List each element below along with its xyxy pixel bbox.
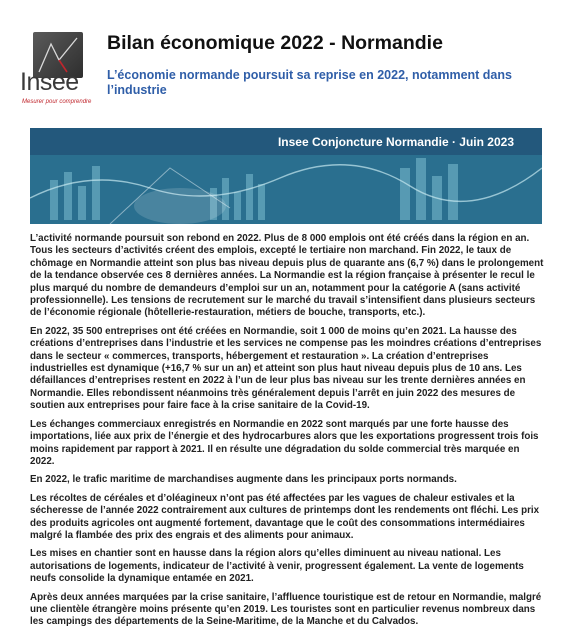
banner-label: Insee Conjoncture Normandie · Juin 2023 xyxy=(277,135,514,149)
insee-logo xyxy=(18,26,98,106)
banner-image xyxy=(30,128,542,224)
insee-logo-text: Insee xyxy=(20,68,79,96)
paragraph: Après deux années marquées par la crise sanitaire, l’affluence touristique est de retour en Normandie, malgré une clientèle étrangère moins présente qu’en 2019. Les touristes sont en particulier revenus nombreux dans les campings des départements de la Seine-Maritime, de la Manche et du Calvados. xyxy=(30,591,542,628)
paragraph: Les échanges commerciaux enregistrés en Normandie en 2022 sont marqués par une forte hausse des importations, liée aux prix de l’énergie et des hydrocarbures alors que les exportations progressent trois fois moins rapidement par rapport à 2021. Il en résulte une dégradation du solde commercial très marquée en 2022. xyxy=(30,418,539,467)
paragraph: Les récoltes de céréales et d’oléagineux n’ont pas été affectées par les vagues de chaleur estivales et la sécheresse de l’année 2022 contrairement aux cultures de printemps dont les rendements ont fléchi. Les prix des produits agricoles ont augmenté fortement, davantage que le coût des consommations intermédiaires malgré la flambée des prix des engrais et des aliments pour animaux. xyxy=(30,492,540,541)
paragraph: L’activité normande poursuit son rebond en 2022. Plus de 8 000 emplois ont été créés dans la région en an. Tous les secteurs d’activités créent des emplois, excepté le tertiaire non marchand. Fin 2022, le taux de chômage en Normandie atteint son plus bas niveau depuis plus de quarante ans (6,7 %) dans le prolongement de la tendance observée ces 8 dernières années. La Normandie est la région française à présenter le recul le plus marqué du nombre de demandeurs d’emploi sur un an, notamment pour la catégorie A (sans activité professionnelle). Les tensions de recrutement sur le marché du travail s’intensifient dans plusieurs secteurs de l’économie régionale (hôtellerie-restauration, métiers de bouche, transports, etc.). xyxy=(30,233,544,319)
page-title: Bilan économique 2022 - Normandie xyxy=(107,32,443,54)
page-subtitle: L’économie normande poursuit sa reprise en 2022, notamment dans l’industrie xyxy=(107,68,512,97)
paragraph: En 2022, 35 500 entreprises ont été créées en Normandie, soit 1 000 de moins qu’en 2021. La hausse des créations d’entreprises dans l’industrie et les services ne compense pas les moindres créations d’entreprises dans le secteur « commerces, transports, hébergement et restauration ». La création d’entreprises industrielles est dynamique (+16,7 % sur un an) et atteint son plus haut niveau depuis plus de 10 ans. Les défaillances d’entreprises restent en 2022 à l’un de leur plus bas niveau sur les trente dernières années en Normandie. Elles rebondissent néanmoins très généralement depuis l’arrêt en juin 2022 des mesures de soutien aux entreprises pour faire face à la crise sanitaire de la Covid-19. xyxy=(30,325,542,412)
paragraph: En 2022, le trafic maritime de marchandises augmente dans les principaux ports normands. xyxy=(30,474,457,486)
insee-logo-tagline: Mesurer pour comprendre xyxy=(22,99,92,105)
article-body xyxy=(30,233,545,635)
paragraph: Les mises en chantier sont en hausse dans la région alors qu’elles diminuent au niveau national. Les autorisations de logements, indicateur de l’activité à venir, progressent également. La vente de logements neufs consolide la dynamique entamée en 2021. xyxy=(30,548,524,585)
